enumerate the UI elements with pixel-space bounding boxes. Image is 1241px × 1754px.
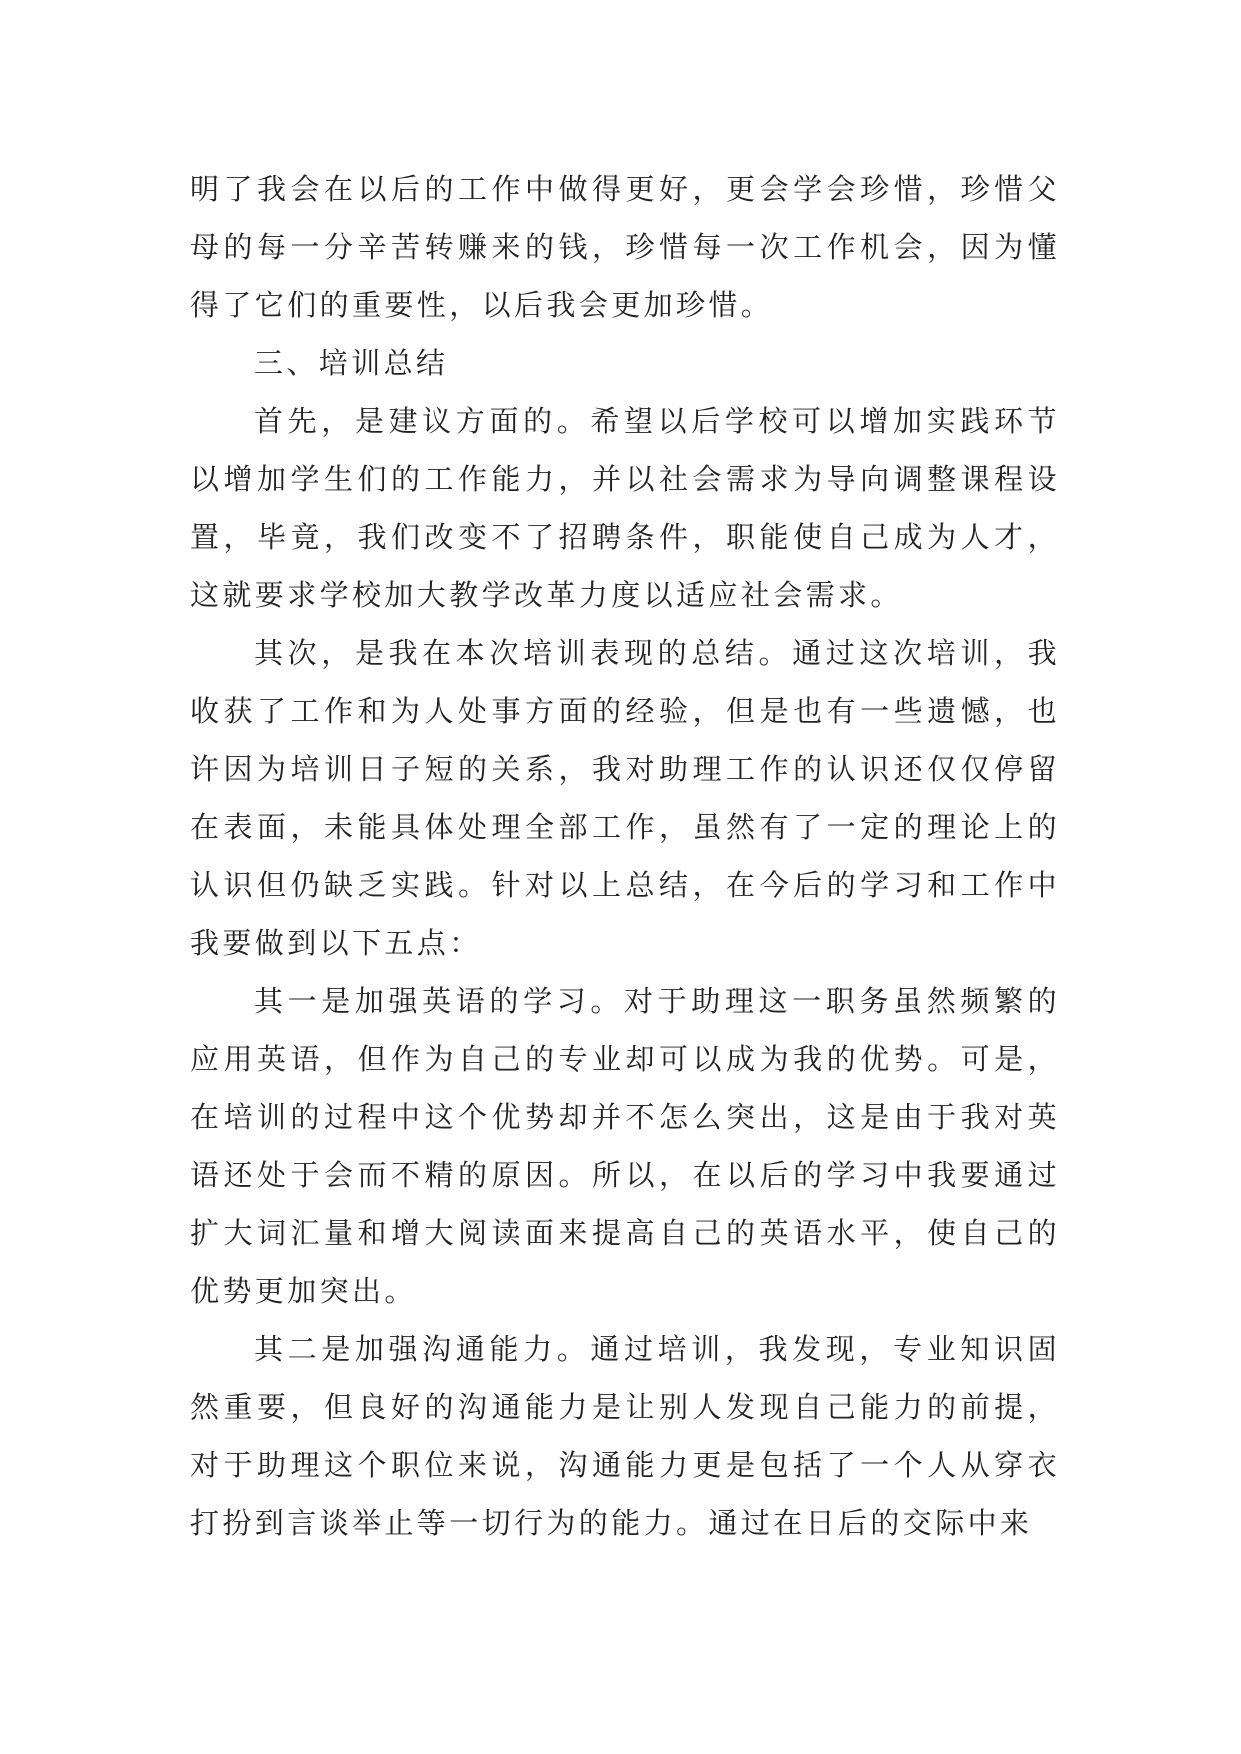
document-body: [190, 160, 1060, 1552]
paragraph-suggestions: 首先，是建议方面的。希望以后学校可以增加实践环节以增加学生们的工作能力，并以社会需求为导向调整课程设置，毕竟，我们改变不了招聘条件，职能使自己成为人才，这就要求学校加大教学改革力度以适应社会需求。: [190, 404, 1060, 612]
paragraph-continuation: 明了我会在以后的工作中做得更好，更会学会珍惜，珍惜父母的每一分辛苦转赚来的钱，珍惜每一次工作机会，因为懂得了它们的重要性，以后我会更加珍惜。: [190, 172, 1060, 322]
paragraph-point-two: 其二是加强沟通能力。通过培训，我发现，专业知识固然重要，但良好的沟通能力是让别人发现自己能力的前提，对于助理这个职位来说，沟通能力更是包括了一个人从穿衣打扮到言谈举止等一切行为的能力。通过在日后的交际中来: [190, 1332, 1060, 1540]
paragraph-point-one: 其一是加强英语的学习。对于助理这一职务虽然频繁的应用英语，但作为自己的专业却可以成为我的优势。可是，在培训的过程中这个优势却并不怎么突出，这是由于我对英语还处于会而不精的原因。所以，在以后的学习中我要通过扩大词汇量和增大阅读面来提高自己的英语水平，使自己的优势更加突出。: [190, 984, 1060, 1308]
section-heading: 三、培训总结: [254, 346, 449, 380]
paragraph-summary: 其次，是我在本次培训表现的总结。通过这次培训，我收获了工作和为人处事方面的经验，但是也有一些遗憾，也许因为培训日子短的关系，我对助理工作的认识还仅仅停留在表面，未能具体处理全部工作，虽然有了一定的理论上的认识但仍缺乏实践。针对以上总结，在今后的学习和工作中我要做到以下五点：: [190, 636, 1060, 960]
